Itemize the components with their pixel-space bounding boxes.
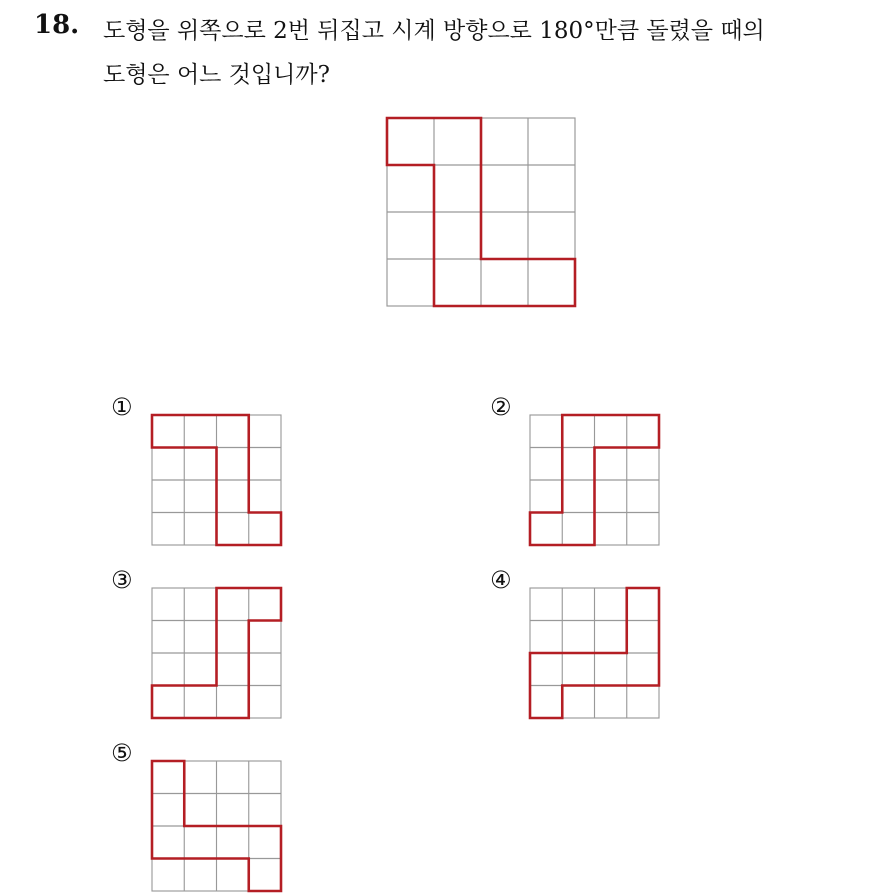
- option-5-label[interactable]: ⑤: [111, 739, 133, 767]
- main-figure: [387, 118, 575, 306]
- option-2-label[interactable]: ②: [490, 393, 512, 421]
- option-1-label[interactable]: ①: [111, 393, 133, 421]
- question-text-line-1: 도형을 위쪽으로 2번 뒤집고 시계 방향으로 180°만큼 돌렸을 때의: [103, 18, 765, 44]
- option-5-figure[interactable]: [152, 761, 281, 891]
- option-4-label[interactable]: ④: [490, 566, 512, 594]
- question-number: 18.: [34, 10, 80, 40]
- option-3-label[interactable]: ③: [111, 566, 133, 594]
- option-3-figure[interactable]: [152, 588, 281, 718]
- question-text-line-2: 도형은 어느 것입니까?: [103, 62, 330, 88]
- option-1-figure[interactable]: [152, 415, 281, 545]
- option-2-figure[interactable]: [530, 415, 659, 545]
- option-4-figure[interactable]: [530, 588, 659, 718]
